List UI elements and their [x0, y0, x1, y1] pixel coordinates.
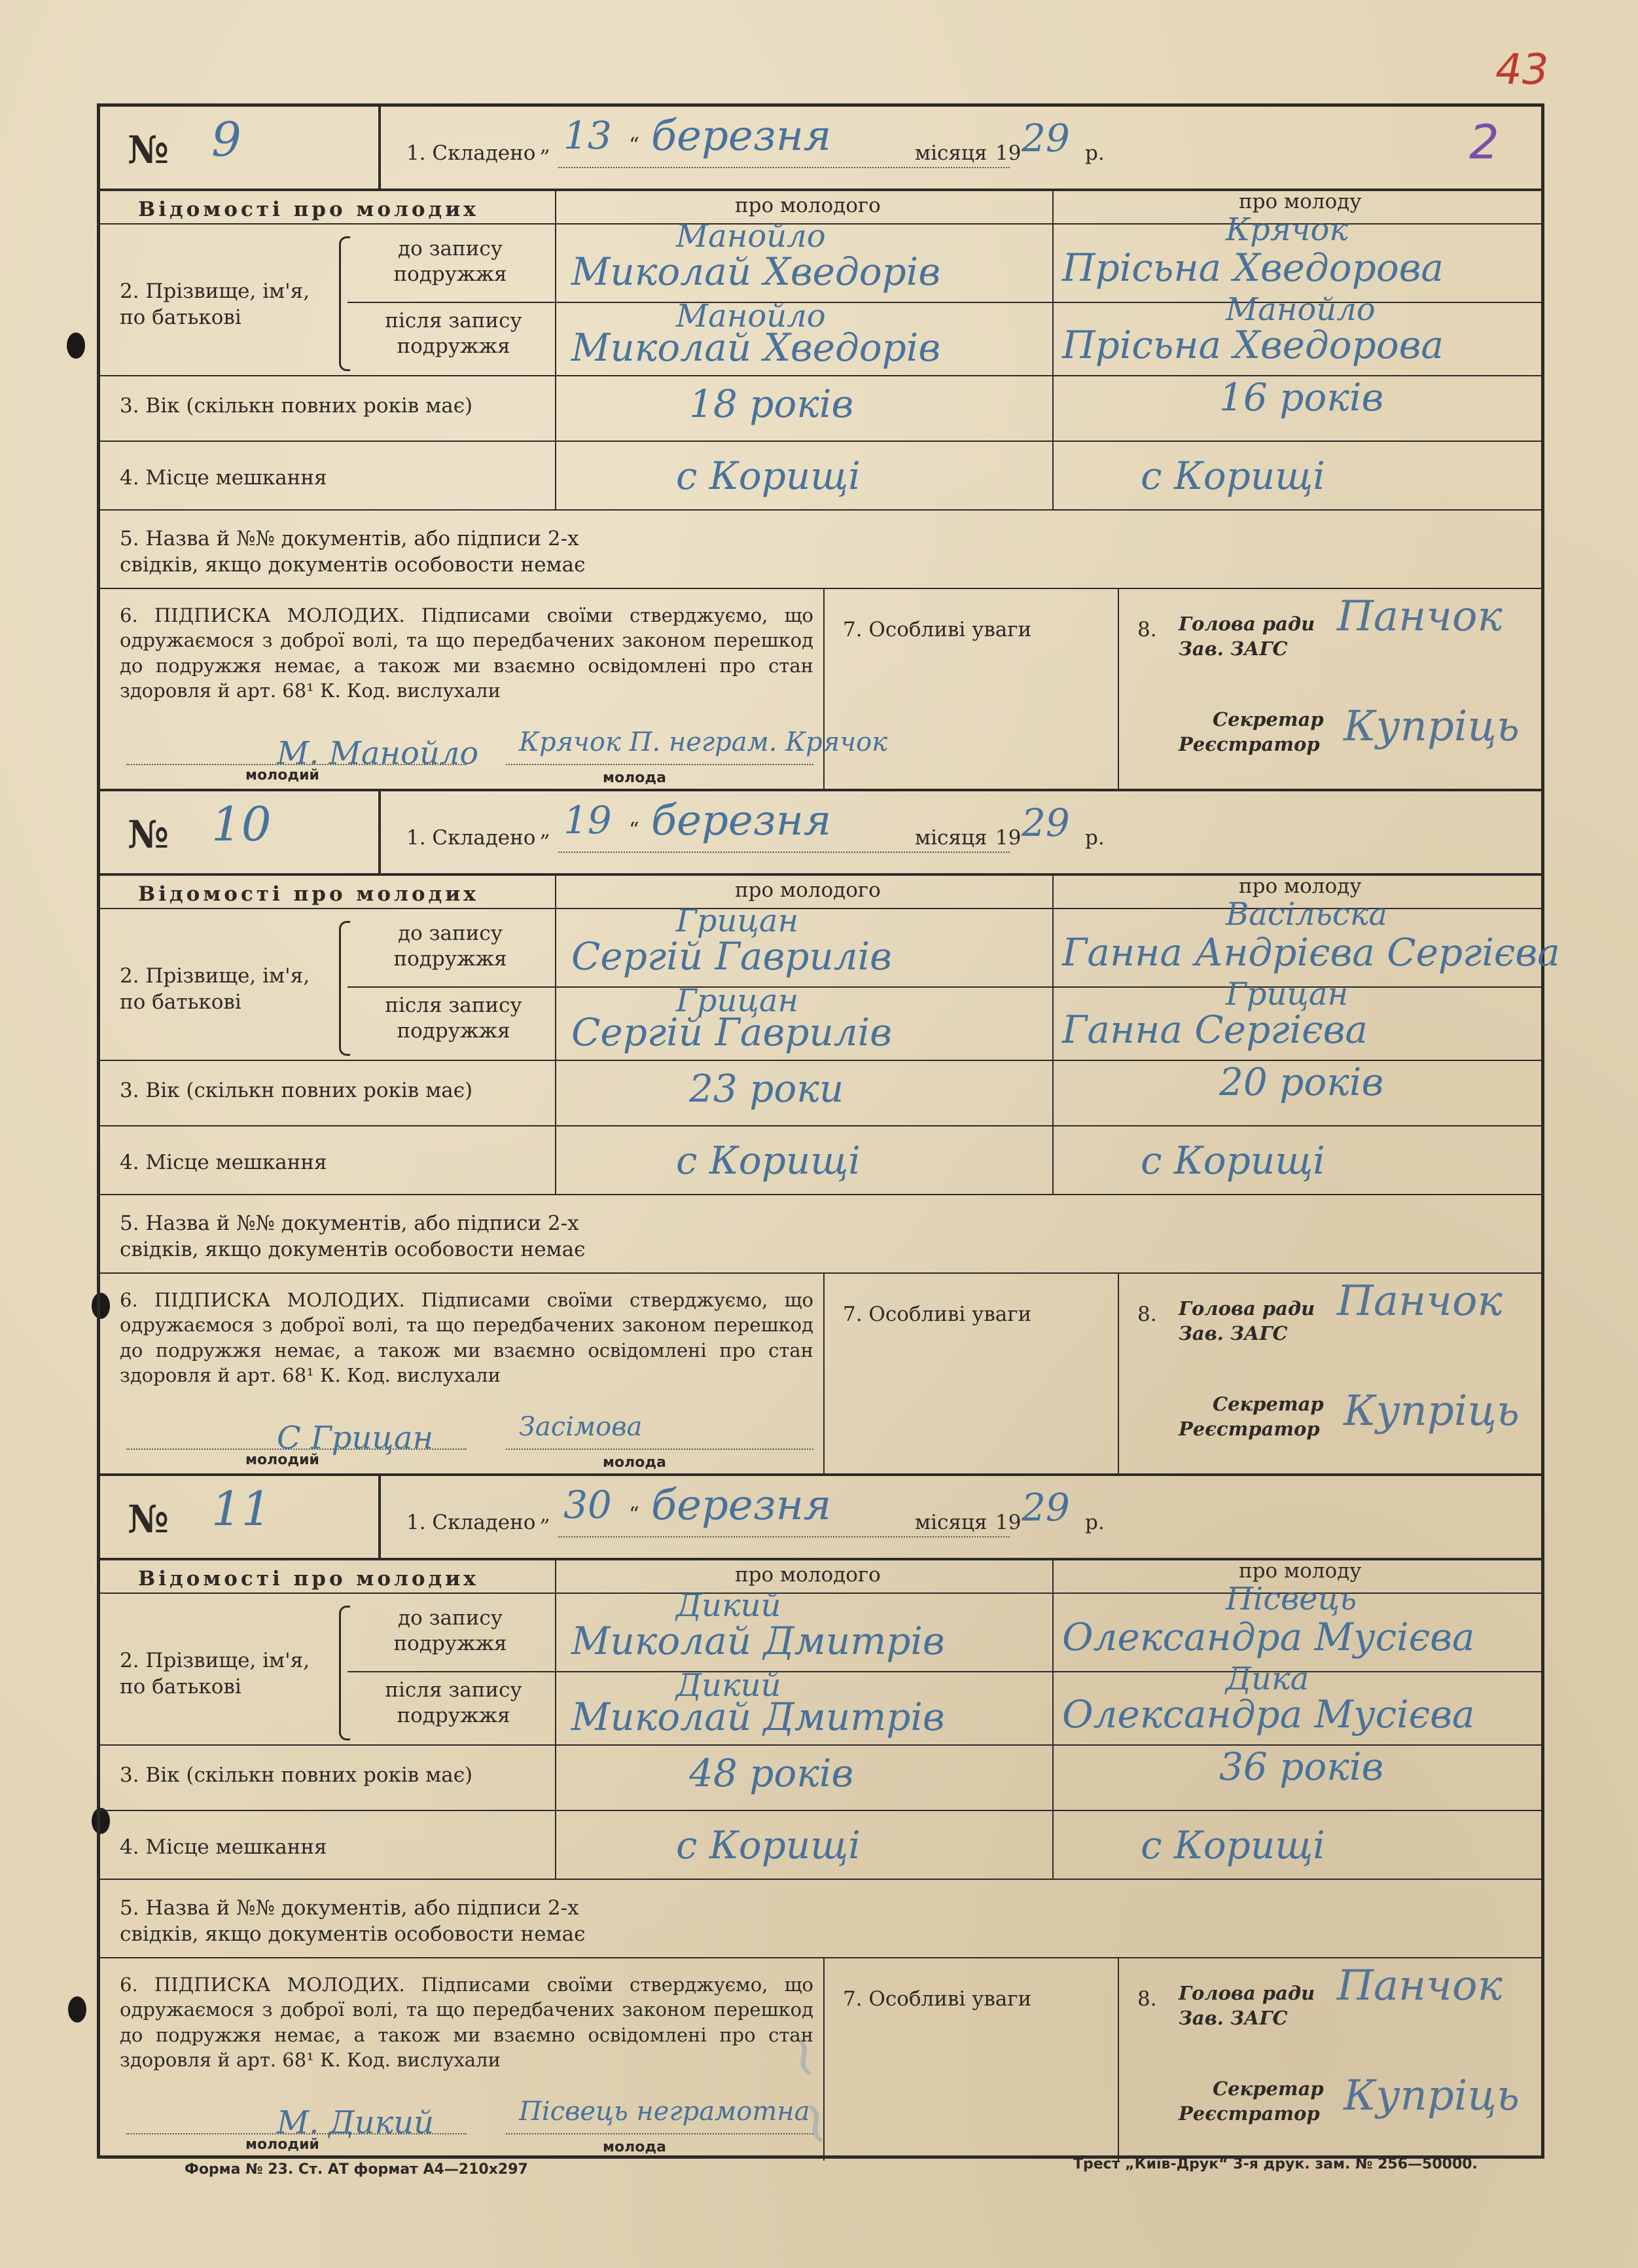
registrar-label: Реєстратор	[1179, 1418, 1320, 1440]
entry-year: 29	[1022, 116, 1070, 160]
row5-label: 5. Назва й №№ документів, або підписи 2-х свідків, якщо документів особовости немає	[120, 1212, 586, 1262]
bride-before-surname: Крячок	[1226, 211, 1349, 248]
groom-signature-label: молодий	[245, 767, 319, 783]
bride-after-name: Прісьна Хведорова	[1062, 323, 1444, 367]
head-zags-label: Зав. ЗАГС	[1179, 2007, 1288, 2029]
groom-after-name: Миколай Хведорів	[571, 325, 941, 370]
row2-title: 2. Прізвище, ім'я, по батькові	[120, 1649, 310, 1699]
groom-residence: с Корищі	[676, 1138, 861, 1183]
row2-title: 2. Прізвище, ім'я, по батькові	[120, 279, 310, 330]
row8-number: 8.	[1137, 1303, 1157, 1326]
groom-residence: с Корищі	[676, 1823, 861, 1867]
row2-bracket	[339, 236, 350, 371]
secretary-signature: Купріць	[1344, 702, 1520, 751]
row5-label: 5. Назва й №№ документів, або підписи 2-х свідків, якщо документів особовости немає	[120, 1896, 586, 1947]
row7-label: 7. Особливі уваги	[843, 1303, 1032, 1326]
bride-header: про молоду	[1239, 1559, 1362, 1583]
bride-signature-label: молода	[603, 1454, 666, 1471]
groom-before-surname: Грицан	[676, 903, 799, 939]
groom-after-surname: Дикий	[676, 1667, 781, 1704]
month-label: місяця	[915, 141, 988, 165]
secretary-signature: Купріць	[1344, 1387, 1520, 1435]
month-label: місяця	[915, 826, 988, 850]
entry-day: 13	[563, 113, 612, 158]
row2-after-label: після запису подружжя	[385, 994, 522, 1043]
bride-age: 16 років	[1219, 375, 1384, 420]
groom-after-name: Сергій Гаврилів	[571, 1010, 892, 1054]
marriage-entry	[100, 1476, 1541, 2161]
groom-before-surname: Дикий	[676, 1587, 781, 1624]
info-header: Відомості про молодих	[138, 882, 479, 906]
bride-signature: Засімова	[519, 1412, 643, 1442]
registrar-label: Реєстратор	[1179, 2102, 1320, 2125]
year-prefix: 19	[995, 826, 1022, 850]
bride-residence: с Корищі	[1141, 1138, 1325, 1183]
row3-label: 3. Вік (скількн повних років має)	[120, 1079, 473, 1102]
entry-month: березня	[651, 797, 832, 845]
binder-hole	[67, 333, 85, 359]
secretary-signature: Купріць	[1344, 2072, 1520, 2120]
entry-number-label: №	[128, 812, 169, 857]
footer-printer: Трест „Київ-Друк“ 3-я друк. зам. № 256—50000.	[1073, 2156, 1478, 2172]
secretary-label: Секретар	[1213, 1393, 1324, 1415]
month-label: місяця	[915, 1511, 988, 1534]
head-signature: Панчок	[1337, 1962, 1503, 2010]
head-council-label: Голова ради	[1179, 1297, 1315, 1320]
quote-close: “	[629, 134, 639, 157]
row8-number: 8.	[1137, 1987, 1157, 2011]
bride-after-name: Ганна Сергієва	[1062, 1007, 1368, 1052]
row5-label: 5. Назва й №№ документів, або підписи 2-х свідків, якщо документів особовости немає	[120, 527, 586, 577]
entry-year: 29	[1022, 1485, 1070, 1530]
groom-residence: с Корищі	[676, 454, 861, 498]
quote-open: „	[540, 818, 551, 842]
head-council-label: Голова ради	[1179, 613, 1315, 635]
year-suffix: р.	[1085, 1511, 1105, 1534]
bride-age: 20 років	[1219, 1060, 1384, 1104]
year-prefix: 19	[995, 1511, 1022, 1534]
groom-after-surname: Грицан	[676, 982, 799, 1019]
bride-signature-label: молода	[603, 770, 666, 786]
entry-day: 19	[563, 798, 612, 842]
groom-signature-label: молодий	[245, 2136, 319, 2153]
entry-year: 29	[1022, 801, 1070, 845]
row6-pledge: 6. ПІДПИСКА МОЛОДИХ. Підписами своїми стверджуємо, що одружаємося з доброї волі, та що передбачених законом перешкод до подружжя немає, а також ми взаємно освідомлені про стан здоровля й арт. 68¹ К. Код. вислухали	[120, 604, 813, 702]
groom-before-surname: Манойло	[676, 218, 826, 255]
quote-close: “	[629, 818, 639, 842]
groom-before-name: Миколай Дмитрів	[571, 1619, 945, 1663]
groom-before-name: Сергій Гаврилів	[571, 934, 892, 979]
row2-bracket	[339, 1606, 350, 1740]
bride-signature-label: молода	[603, 2139, 666, 2155]
groom-header: про молодого	[735, 1563, 881, 1587]
year-prefix: 19	[995, 141, 1022, 165]
head-council-label: Голова ради	[1179, 1982, 1315, 2004]
page-sub-number: 2	[1469, 115, 1499, 170]
row3-label: 3. Вік (скількн повних років має)	[120, 1763, 473, 1787]
row2-before-label: до запису подружжя	[393, 1606, 507, 1655]
bride-signature: Крячок П. неграм. Крячок	[519, 727, 888, 757]
row2-before-label: до запису подружжя	[393, 922, 507, 971]
bride-header: про молоду	[1239, 190, 1362, 213]
groom-age: 48 років	[689, 1751, 854, 1795]
bride-after-surname: Грицан	[1226, 976, 1349, 1013]
bride-residence: с Корищі	[1141, 454, 1325, 498]
bride-after-name: Олександра Мусієва	[1062, 1692, 1475, 1737]
bride-after-surname: Дика	[1226, 1661, 1309, 1697]
quote-open: „	[540, 1503, 551, 1526]
groom-header: про молодого	[735, 878, 881, 902]
ink-bleed-mark: ~ ~	[767, 2026, 856, 2153]
row4-label: 4. Місце мешкання	[120, 1835, 327, 1859]
bride-header: про молоду	[1239, 874, 1362, 898]
info-header: Відомості про молодих	[138, 198, 479, 221]
groom-age: 18 років	[689, 382, 854, 426]
groom-signature: С Грицан	[277, 1420, 434, 1456]
binder-hole	[68, 1996, 86, 2023]
row4-label: 4. Місце мешкання	[120, 1151, 327, 1174]
groom-after-surname: Манойло	[676, 298, 826, 334]
quote-close: “	[629, 1503, 639, 1526]
marriage-entry	[100, 107, 1541, 791]
head-zags-label: Зав. ЗАГС	[1179, 638, 1288, 660]
head-signature: Панчок	[1337, 1277, 1503, 1325]
row2-title: 2. Прізвище, ім'я, по батькові	[120, 964, 310, 1015]
year-suffix: р.	[1085, 826, 1105, 850]
row2-bracket	[339, 921, 350, 1056]
entry-day: 30	[563, 1483, 612, 1527]
info-header: Відомості про молодих	[138, 1567, 479, 1591]
groom-signature-label: молодий	[245, 1452, 319, 1468]
head-zags-label: Зав. ЗАГС	[1179, 1322, 1288, 1344]
groom-before-name: Миколай Хведорів	[571, 249, 941, 294]
entry-month: березня	[651, 112, 832, 160]
bride-signature: Пісвець неграмотна	[519, 2097, 810, 2127]
composed-label: 1. Складено	[406, 141, 536, 165]
groom-after-name: Миколай Дмитрів	[571, 1695, 945, 1739]
bride-before-surname: Пісвець	[1226, 1581, 1357, 1617]
bride-age: 36 років	[1219, 1744, 1384, 1789]
entry-month: березня	[651, 1481, 832, 1530]
form-frame	[97, 103, 1560, 2159]
groom-signature: М. Дикий	[277, 2104, 435, 2141]
row2-before-label: до запису подружжя	[393, 237, 507, 286]
page-number: 43	[1495, 46, 1549, 94]
row4-label: 4. Місце мешкання	[120, 466, 327, 490]
footer-form-number: Форма № 23. Ст. АТ формат А4—210х297	[185, 2161, 528, 2178]
registrar-label: Реєстратор	[1179, 733, 1320, 755]
composed-label: 1. Складено	[406, 826, 536, 850]
row3-label: 3. Вік (скількн повних років має)	[120, 394, 473, 418]
bride-before-name: Ганна Андрієва Сергієва	[1062, 930, 1560, 975]
entry-number: 11	[211, 1481, 272, 1536]
row7-label: 7. Особливі уваги	[843, 618, 1032, 641]
bride-residence: с Корищі	[1141, 1823, 1325, 1867]
secretary-label: Секретар	[1213, 708, 1324, 730]
entry-number-label: №	[128, 1497, 169, 1541]
head-signature: Панчок	[1337, 592, 1503, 641]
composed-label: 1. Складено	[406, 1511, 536, 1534]
groom-header: про молодого	[735, 194, 881, 217]
groom-age: 23 роки	[689, 1066, 844, 1111]
secretary-label: Секретар	[1213, 2078, 1324, 2100]
groom-signature: М. Манойло	[277, 735, 479, 772]
year-suffix: р.	[1085, 141, 1105, 165]
entry-number-label: №	[128, 128, 169, 172]
row7-label: 7. Особливі уваги	[843, 1987, 1032, 2011]
entry-number: 9	[211, 112, 241, 167]
entry-number: 10	[211, 797, 272, 852]
quote-open: „	[540, 134, 551, 157]
bride-before-name: Олександра Мусієва	[1062, 1615, 1475, 1659]
row6-pledge: 6. ПІДПИСКА МОЛОДИХ. Підписами своїми стверджуємо, що одружаємося з доброї волі, та що передбачених законом перешкод до подружжя немає, а також ми взаємно освідомлені про стан здоровля й арт. 68¹ К. Код. вислухали	[120, 1289, 813, 1386]
row8-number: 8.	[1137, 618, 1157, 641]
row2-after-label: після запису подружжя	[385, 309, 522, 358]
marriage-entry	[100, 791, 1560, 1476]
row2-after-label: після запису подружжя	[385, 1678, 522, 1727]
bride-after-surname: Манойло	[1226, 291, 1376, 328]
bride-before-surname: Васільска	[1226, 896, 1387, 933]
row6-pledge: 6. ПІДПИСКА МОЛОДИХ. Підписами своїми стверджуємо, що одружаємося з доброї волі, та що передбачених законом перешкод до подружжя немає, а також ми взаємно освідомлені про стан здоровля й арт. 68¹ К. Код. вислухали	[120, 1973, 813, 2071]
bride-before-name: Прісьна Хведорова	[1062, 245, 1444, 290]
